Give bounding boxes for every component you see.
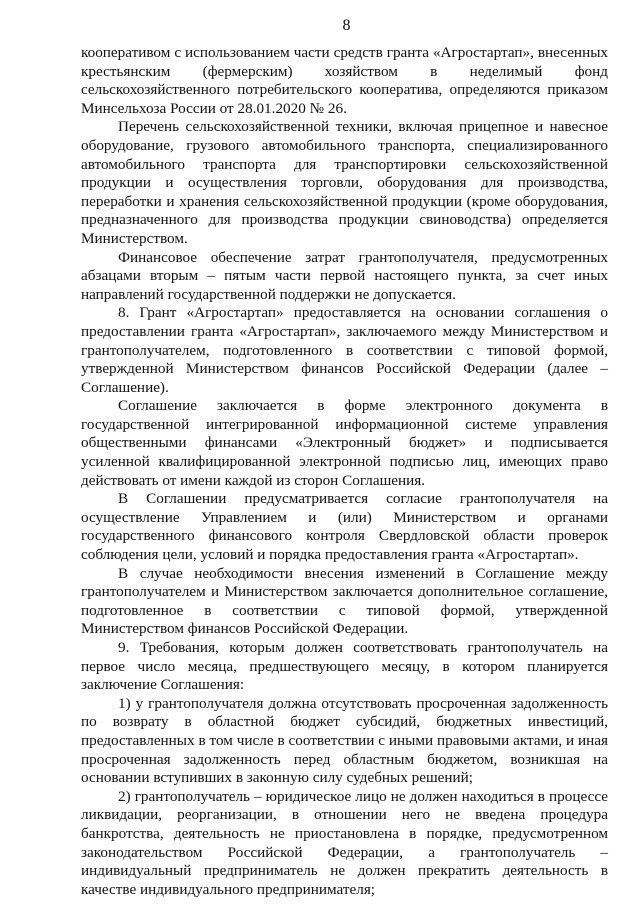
- paragraph-requirement-2: 2) грантополучатель – юридическое лицо не должен находиться в процессе ликвидации, реорганизации, в отношении него не введена процедура банкротства, деятельность не приостановлена в порядке, предусмотренном законодательством Российской Федерации, а грантополучатель – индивидуальный предприниматель не должен прекратить деятельность в качестве индивидуального предпринимателя;: [81, 787, 608, 898]
- paragraph-financing-restriction: Финансовое обеспечение затрат грантополучателя, предусмотренных абзацами вторым – пятым части первой настоящего пункта, за счет иных направлений государственной поддержки не допускается.: [81, 248, 608, 303]
- document-page: [81, 16, 608, 899]
- page-number: 8: [342, 17, 351, 34]
- paragraph-item-9-requirements: 9. Требования, которым должен соответствовать грантополучатель на первое число месяца, предшествующего месяцу, в котором планируется заключение Соглашения:: [81, 639, 608, 694]
- paragraph-inspection-consent: В Соглашении предусматривается согласие грантополучателя на осуществление Управлением и (или) Министерством и органами государственного финансового контроля Свердловской области проверок соблюдения цели, условий и порядка предоставления гранта «Агростартап».: [81, 490, 608, 564]
- paragraph-amendments: В случае необходимости внесения изменений в Соглашение между грантополучателем и Министерством заключается дополнительное соглашение, подготовленное в соответствии с типовой формой, утвержденной Министерством финансов Российской Федерации.: [81, 564, 608, 638]
- paragraph-requirement-1: 1) у грантополучателя должна отсутствовать просроченная задолженность по возврату в областной бюджет субсидий, бюджетных инвестиций, предоставленных в том числе в соответствии с иными правовыми актами, и иная просроченная задолженность перед областным бюджетом, возникшая на основании вступивших в законную силу судебных решений;: [81, 694, 608, 787]
- paragraph-equipment-list: Перечень сельскохозяйственной техники, включая прицепное и навесное оборудование, грузового автомобильного транспорта, специализированного автомобильного транспорта для транспортировки сельскохозяйственной продукции и осуществления торговли, оборудования для производства, переработки и хранения сельскохозяйственной продукции (кроме оборудования, предназначенного для производства продукции свиноводства) определяется Министерством.: [81, 118, 608, 247]
- paragraph-cooperative-continuation: кооперативом с использованием части средств гранта «Агростартап», внесенных крестьянским (фермерским) хозяйством в неделимый фонд сельскохозяйственного потребительского кооператива, определяются приказом Минсельхоза России от 28.01.2020 № 26.: [81, 44, 608, 117]
- paragraph-item-8-grant-agreement: 8. Грант «Агростартап» предоставляется на основании соглашения о предоставлении гранта «Агростартап», заключаемого между Министерством и грантополучателем, подготовленного в соответствии с типовой формой, утвержденной Министерством финансов Российской Федерации (далее – Соглашение).: [81, 304, 608, 396]
- paragraph-electronic-document: Соглашение заключается в форме электронного документа в государственной интегрированной информационной системе управления общественными финансами «Электронный бюджет» и подписывается усиленной квалифицированной электронной подписью лиц, имеющих право действовать от имени каждой из сторон Соглашения.: [81, 397, 608, 489]
